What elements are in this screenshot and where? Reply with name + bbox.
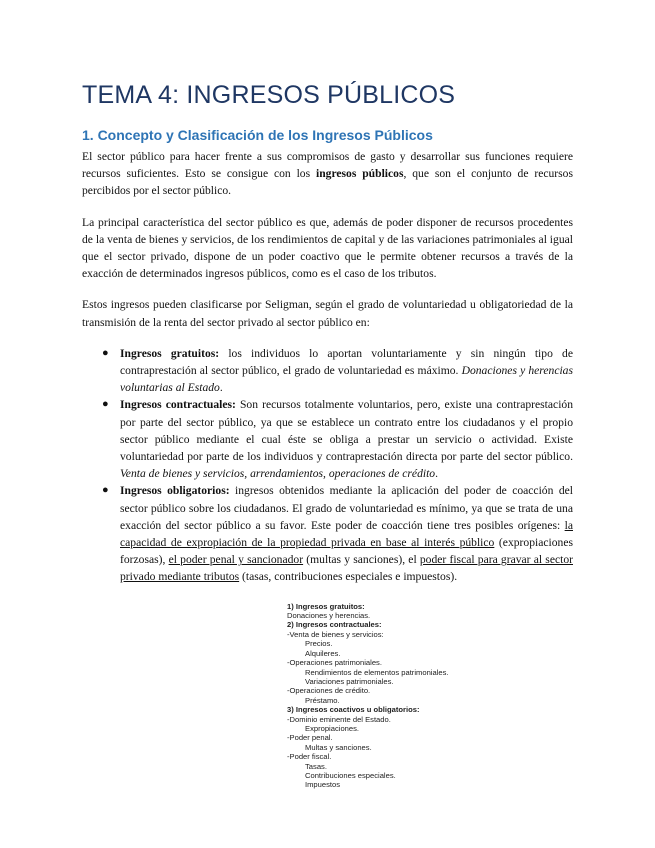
paragraph-classification: Estos ingresos pueden clasificarse por Seligman, según el grado de voluntariedad u obligatoriedad de la transmisión de la renta del sector privado al sector público en: [82, 298, 573, 329]
classification-scheme-figure: 1) Ingresos gratuitos: Donaciones y herencias. 2) Ingresos contractuales: -Venta de bienes y servicios: Precios. Alquileres. -Operaciones patrimoniales. Rendimientos de elementos patrimoniales. Variaciones patrimoniales. -Operaciones de crédito. Préstamo. 3) Ingresos coactivos u obligatorios: -Dominio eminente del Estado. Expropiaciones. -Poder penal. Multas y sanciones. -Poder fiscal. Tasas. Contribuciones especiales. Impuestos [287, 601, 449, 790]
bullet-icon: ● [102, 398, 109, 411]
classification-list [82, 345, 573, 586]
paragraph-characteristic: La principal característica del sector público es que, además de poder disponer de recursos procedentes de la venta de bienes y servicios, de los rendimientos de capital y de las variaciones patrimoniales al igual que el sector privado, dispone de un poder coactivo que le permite obtener recursos a través de la exacción de determinados ingresos públicos, como es el caso de los tributos. [82, 215, 573, 281]
list-item-contractuales: ● Ingresos contractuales: Son recursos totalmente voluntarios, pero, existe una contraprestación por parte del sector público, ya que se establece un contrato entre los ciudadanos y el propio sector público mediante el cual éste se obliga a prestar un servicio o actividad. Existe voluntariedad por parte de los individuos y contraprestación directa por parte del sector público. Venta de bienes y servicios, arrendamientos, operaciones de crédito. [102, 398, 574, 481]
bullet-icon: ● [102, 346, 109, 359]
list-item-gratuitos: ● Ingresos gratuitos: los individuos lo aportan voluntariamente y sin ningún tipo de contraprestación al sector público, el grado de voluntariedad es máximo. Donaciones y herencias voluntarias al Estado. [102, 346, 573, 395]
paragraph-intro: El sector público para hacer frente a sus compromisos de gasto y desarrollar sus funciones requiere recursos suficientes. Esto se consigue con los ingresos públicos, que son el conjunto de recursos percibidos por el sector público. [82, 150, 573, 198]
bullet-icon: ● [102, 484, 109, 497]
section-heading: 1. Concepto y Clasificación de los Ingresos Públicos [82, 127, 433, 143]
highlight-term: ingresos públicos [315, 167, 404, 181]
page-title: TEMA 4: INGRESOS PÚBLICOS [82, 81, 456, 109]
list-item-obligatorios: ● Ingresos obligatorios: ingresos obtenidos mediante la aplicación del poder de coacción del sector público sobre los ciudadanos. El grado de voluntariedad es mínimo, ya que se trata de una exacción del sector público a su favor. Este poder de coacción tiene tres posibles orígenes: la capacidad de expropiación de la propiedad privada en base al interés público (expropiaciones forzosas), el poder penal y sancionador (multas y sanciones), el poder fiscal para gravar al sector privado mediante tributos (tasas, contribuciones especiales e impuestos). [102, 484, 573, 584]
